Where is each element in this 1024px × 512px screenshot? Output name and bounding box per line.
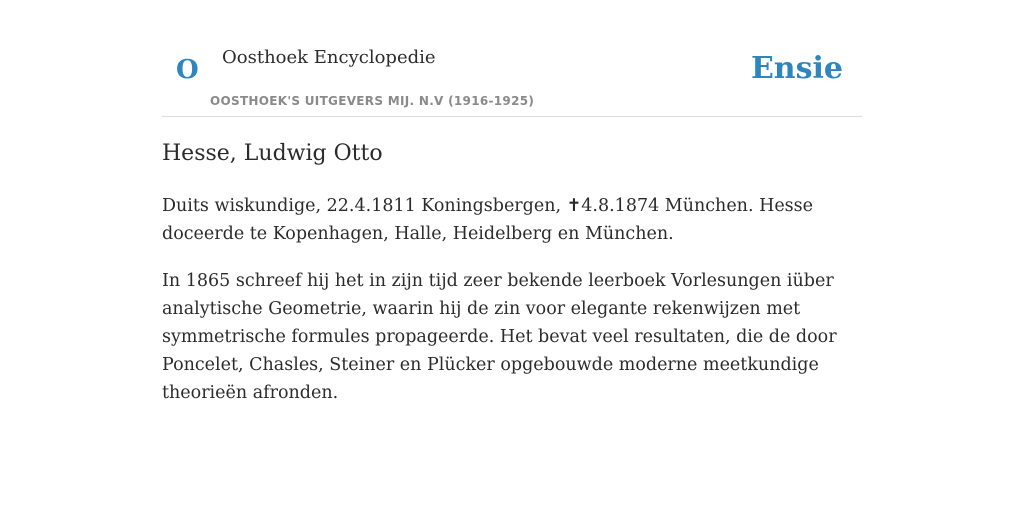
article-body bbox=[162, 192, 862, 426]
article-title: Hesse, Ludwig Otto bbox=[162, 141, 383, 166]
article-paragraph: In 1865 schreef hij het in zijn tijd zeer bekende leerboek Vorlesungen iüber analytische Geometrie, waarin hij de zin voor elegante rekenwijzen met symmetrische formules propageerde. Het bevat veel resultaten, die de door Poncelet, Chasles, Steiner en Plücker opgebouwde moderne meetkundige theorieën afronden. bbox=[162, 271, 837, 403]
oosthoek-logo[interactable]: O bbox=[176, 55, 199, 85]
article-paragraph: Duits wiskundige, 22.4.1811 Koningsbergen, ✝4.8.1874 München. Hesse doceerde te Kopenhagen, Halle, Heidelberg en München. bbox=[162, 196, 814, 244]
site-header bbox=[162, 0, 862, 117]
ensie-brand-link[interactable]: Ensie bbox=[750, 51, 843, 86]
page bbox=[162, 0, 862, 403]
publisher-subtitle: OOSTHOEK'S UITGEVERS MIJ. N.V (1916-1925) bbox=[210, 94, 535, 108]
site-title[interactable]: Oosthoek Encyclopedie bbox=[222, 47, 436, 68]
